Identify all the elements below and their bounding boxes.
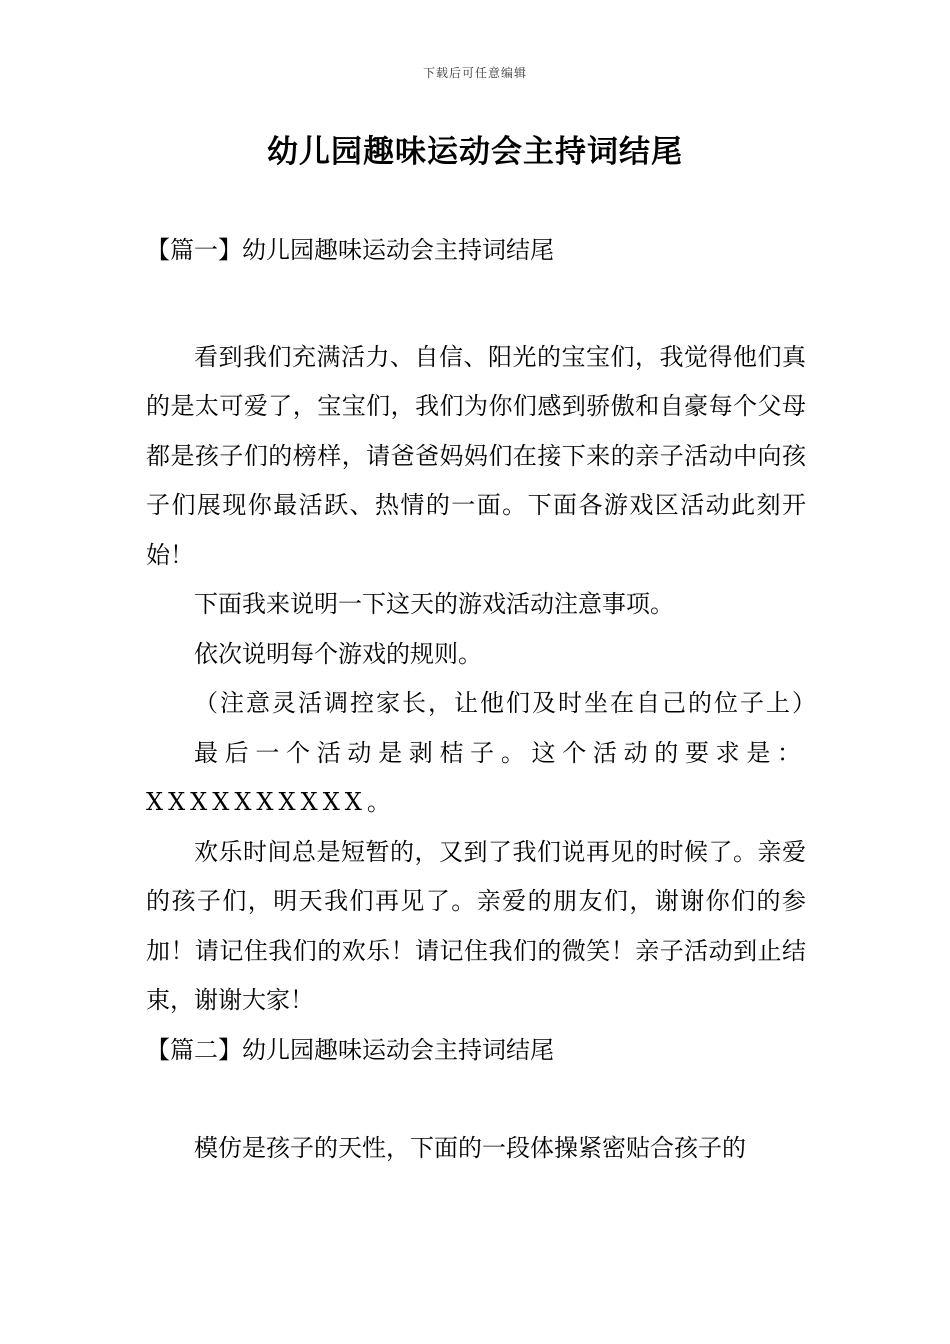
spacer [146, 325, 806, 333]
document-title: 幼儿园趣味运动会主持词结尾 [267, 134, 683, 170]
paragraph: （注意灵活调控家长，让他们及时坐在自己的位子上） [194, 689, 818, 717]
paragraph: 欢乐时间总是短暂的，又到了我们说再见的时候了。亲爱的孩子们，明天我们再见了。亲爱的朋友们，谢谢你们的参加！请记住我们的欢乐！请记住我们的微笑！亲子活动到止结束，谢谢大家！ [146, 837, 806, 1014]
spacer [146, 1075, 806, 1124]
document-body [146, 226, 818, 1174]
section-heading-1: 【篇一】幼儿园趣味运动会主持词结尾 [146, 236, 554, 264]
paragraph: 模仿是孩子的天性，下面的一段体操紧密贴合孩子的 [194, 1134, 746, 1162]
paragraph: 下面我来说明一下这天的游戏活动注意事项。 [194, 590, 674, 618]
paragraph: 最后一个活动是剥桔子。这个活动的要求是：XXXXXXXXXX。 [146, 738, 806, 816]
paragraph: 依次说明每个游戏的规则。 [194, 639, 482, 668]
spacer [146, 276, 806, 325]
header-note: 下载后可任意编辑 [422, 66, 527, 80]
section-heading-2: 【篇二】幼儿园趣味运动会主持词结尾 [146, 1035, 554, 1064]
paragraph: 看到我们充满活力、自信、阳光的宝宝们，我觉得他们真的是太可爱了，宝宝们，我们为你们感到骄傲和自豪每个父母都是孩子们的榜样，请爸爸妈妈们在接下来的亲子活动中向孩子们展现你最活跃、热情的一面。下面各游戏区活动此刻开始！ [146, 342, 806, 569]
